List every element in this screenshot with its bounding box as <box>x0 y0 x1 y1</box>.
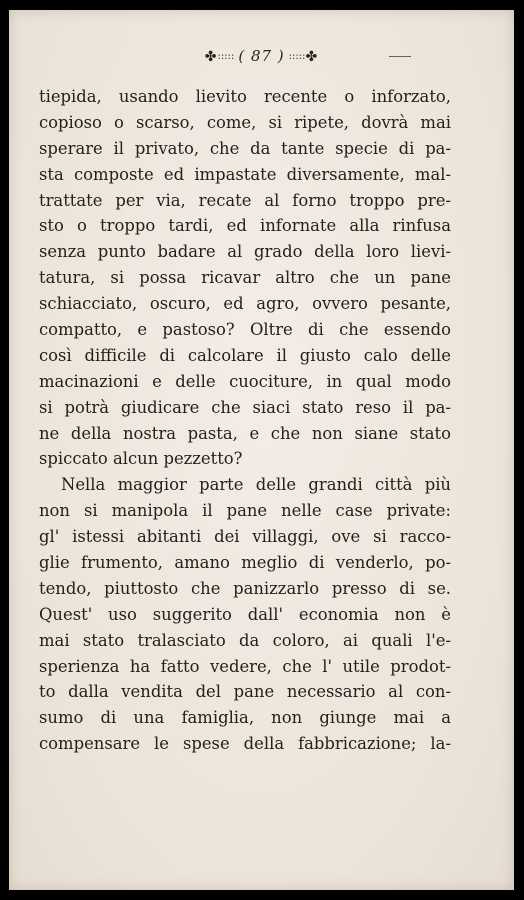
text-line: non si manipola il pane nelle case private: <box>39 501 451 521</box>
text-line: copioso o scarso, come, si ripete, dovrà mai <box>39 112 451 132</box>
text-line: to dalla vendita del pane necessario al con- <box>39 682 451 702</box>
text-line: Nella maggior parte delle grandi città più <box>61 475 451 495</box>
text-line: trattate per via, recate al forno troppo pre- <box>39 190 451 210</box>
text-line: sperare il privato, che da tante specie di pa- <box>39 138 451 158</box>
text-line: Quest' uso suggerito dall' economia non è <box>39 604 451 624</box>
text-line: gl' istessi abitanti dei villaggi, ove si racco- <box>39 527 451 547</box>
text-line: tendo, piuttosto che panizzarlo presso di se. <box>39 578 451 598</box>
text-line: mai stato tralasciato da coloro, ai quali l'e- <box>39 630 451 650</box>
text-line: così difficile di calcolare il giusto calo delle <box>39 345 451 365</box>
text-line: tatura, si possa ricavar altro che un pane <box>39 268 451 288</box>
fleuron-left-icon: ✤ <box>204 49 218 65</box>
text-line: compatto, e pastoso? Oltre di che essendo <box>39 320 451 340</box>
paragraph-1 <box>39 84 451 472</box>
header-dots-right: ::::: <box>288 51 306 62</box>
header-rule <box>389 56 411 57</box>
text-line: spiccato alcun pezzetto? <box>39 449 243 469</box>
text-line: tiepida, usando lievito recente o inforzato, <box>39 87 451 106</box>
text-line: compensare le spese della fabbricazione; la- <box>39 734 451 754</box>
page-body <box>39 84 451 757</box>
paragraph-2 <box>39 472 451 757</box>
text-line: sperienza ha fatto vedere, che l' utile prodot- <box>39 656 451 676</box>
text-line: glie frumento, amano meglio di venderlo, po- <box>39 553 451 573</box>
text-line: senza punto badare al grado della loro lievi- <box>39 242 451 262</box>
text-line: ne della nostra pasta, e che non siane stato <box>39 423 451 443</box>
text-line: sta composte ed impastate diversamente, mal- <box>39 164 451 184</box>
text-line: sumo di una famiglia, non giunge mai a <box>39 708 451 728</box>
text-line: macinazioni e delle cuociture, in qual modo <box>39 371 451 391</box>
page-header <box>9 47 514 65</box>
header-dots-left: ::::: <box>217 51 235 62</box>
page-number: ( 87 ) <box>238 47 285 65</box>
text-line: si potrà giudicare che siaci stato reso il pa- <box>39 397 451 417</box>
text-line: schiacciato, oscuro, ed agro, ovvero pesante, <box>39 294 451 314</box>
text-line: sto o troppo tardi, ed infornate alla rinfusa <box>39 216 451 236</box>
fleuron-right-icon: ✤ <box>305 49 319 65</box>
book-page <box>9 10 514 890</box>
